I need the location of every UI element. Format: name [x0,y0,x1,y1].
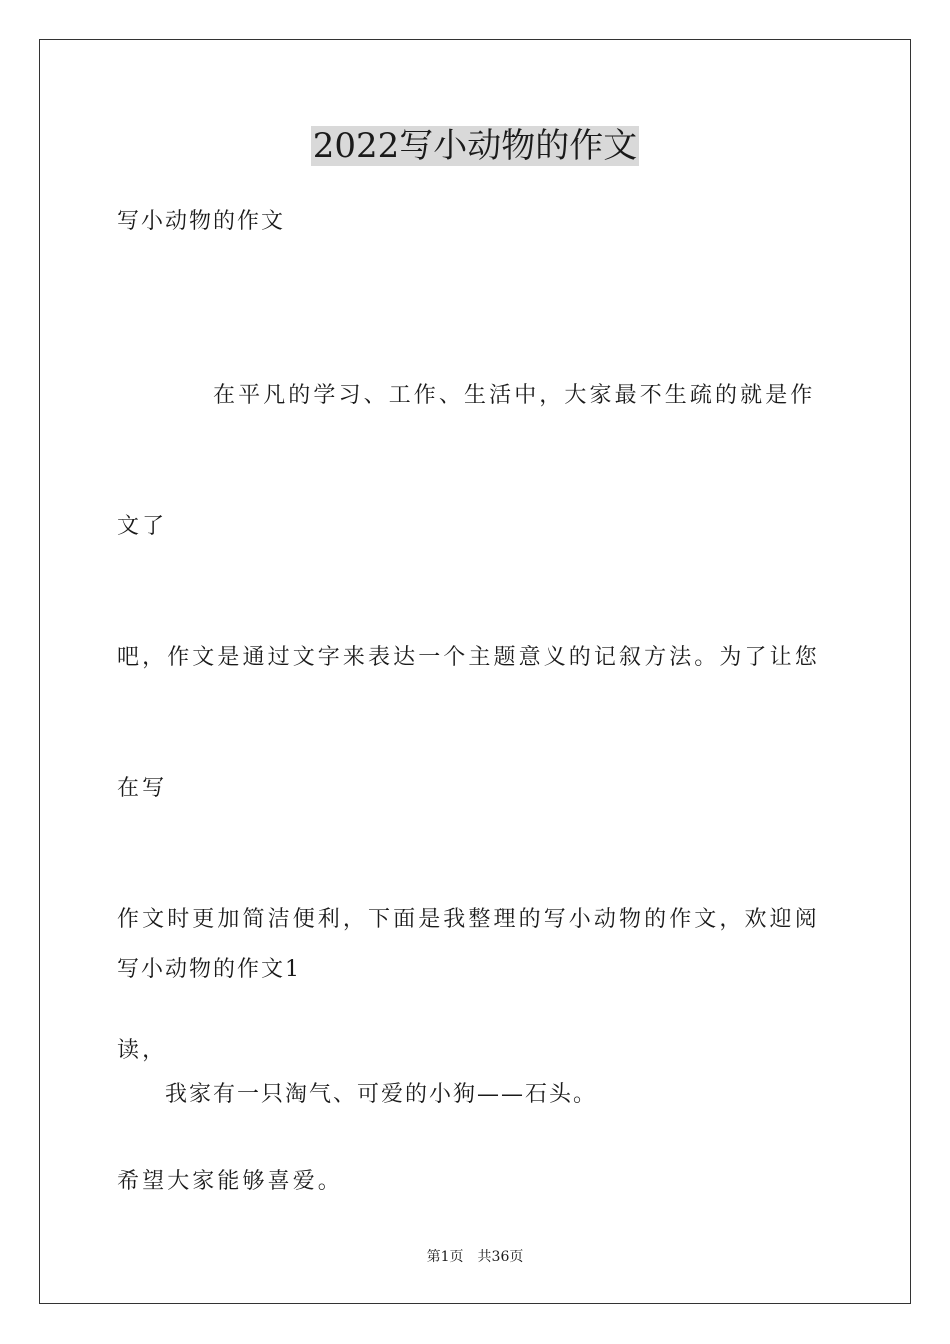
intro-line: 作文时更加简洁便利，下面是我整理的写小动物的作文，欢迎阅读， [117,907,820,1063]
intro-line: 在平凡的学习、工作、生活中，大家最不生疏的就是作文了 [117,383,816,539]
page-footer [0,1247,950,1267]
document-subtitle: 写小动物的作文 [117,209,286,234]
page-total: 共36页 [477,1249,524,1265]
page-number: 第1页 [426,1249,464,1265]
intro-line: 希望大家能够喜爱。 [117,1169,343,1194]
intro-line: 吧，作文是通过文字来表达一个主题意义的记叙方法。为了让您在写 [117,645,820,801]
body-paragraph: 我家有一只淘气、可爱的小狗——石头。 [165,1082,598,1107]
section-heading: 写小动物的作文1 [117,957,301,982]
document-title [0,122,950,170]
document-title-text: 2022写小动物的作文 [312,126,638,166]
